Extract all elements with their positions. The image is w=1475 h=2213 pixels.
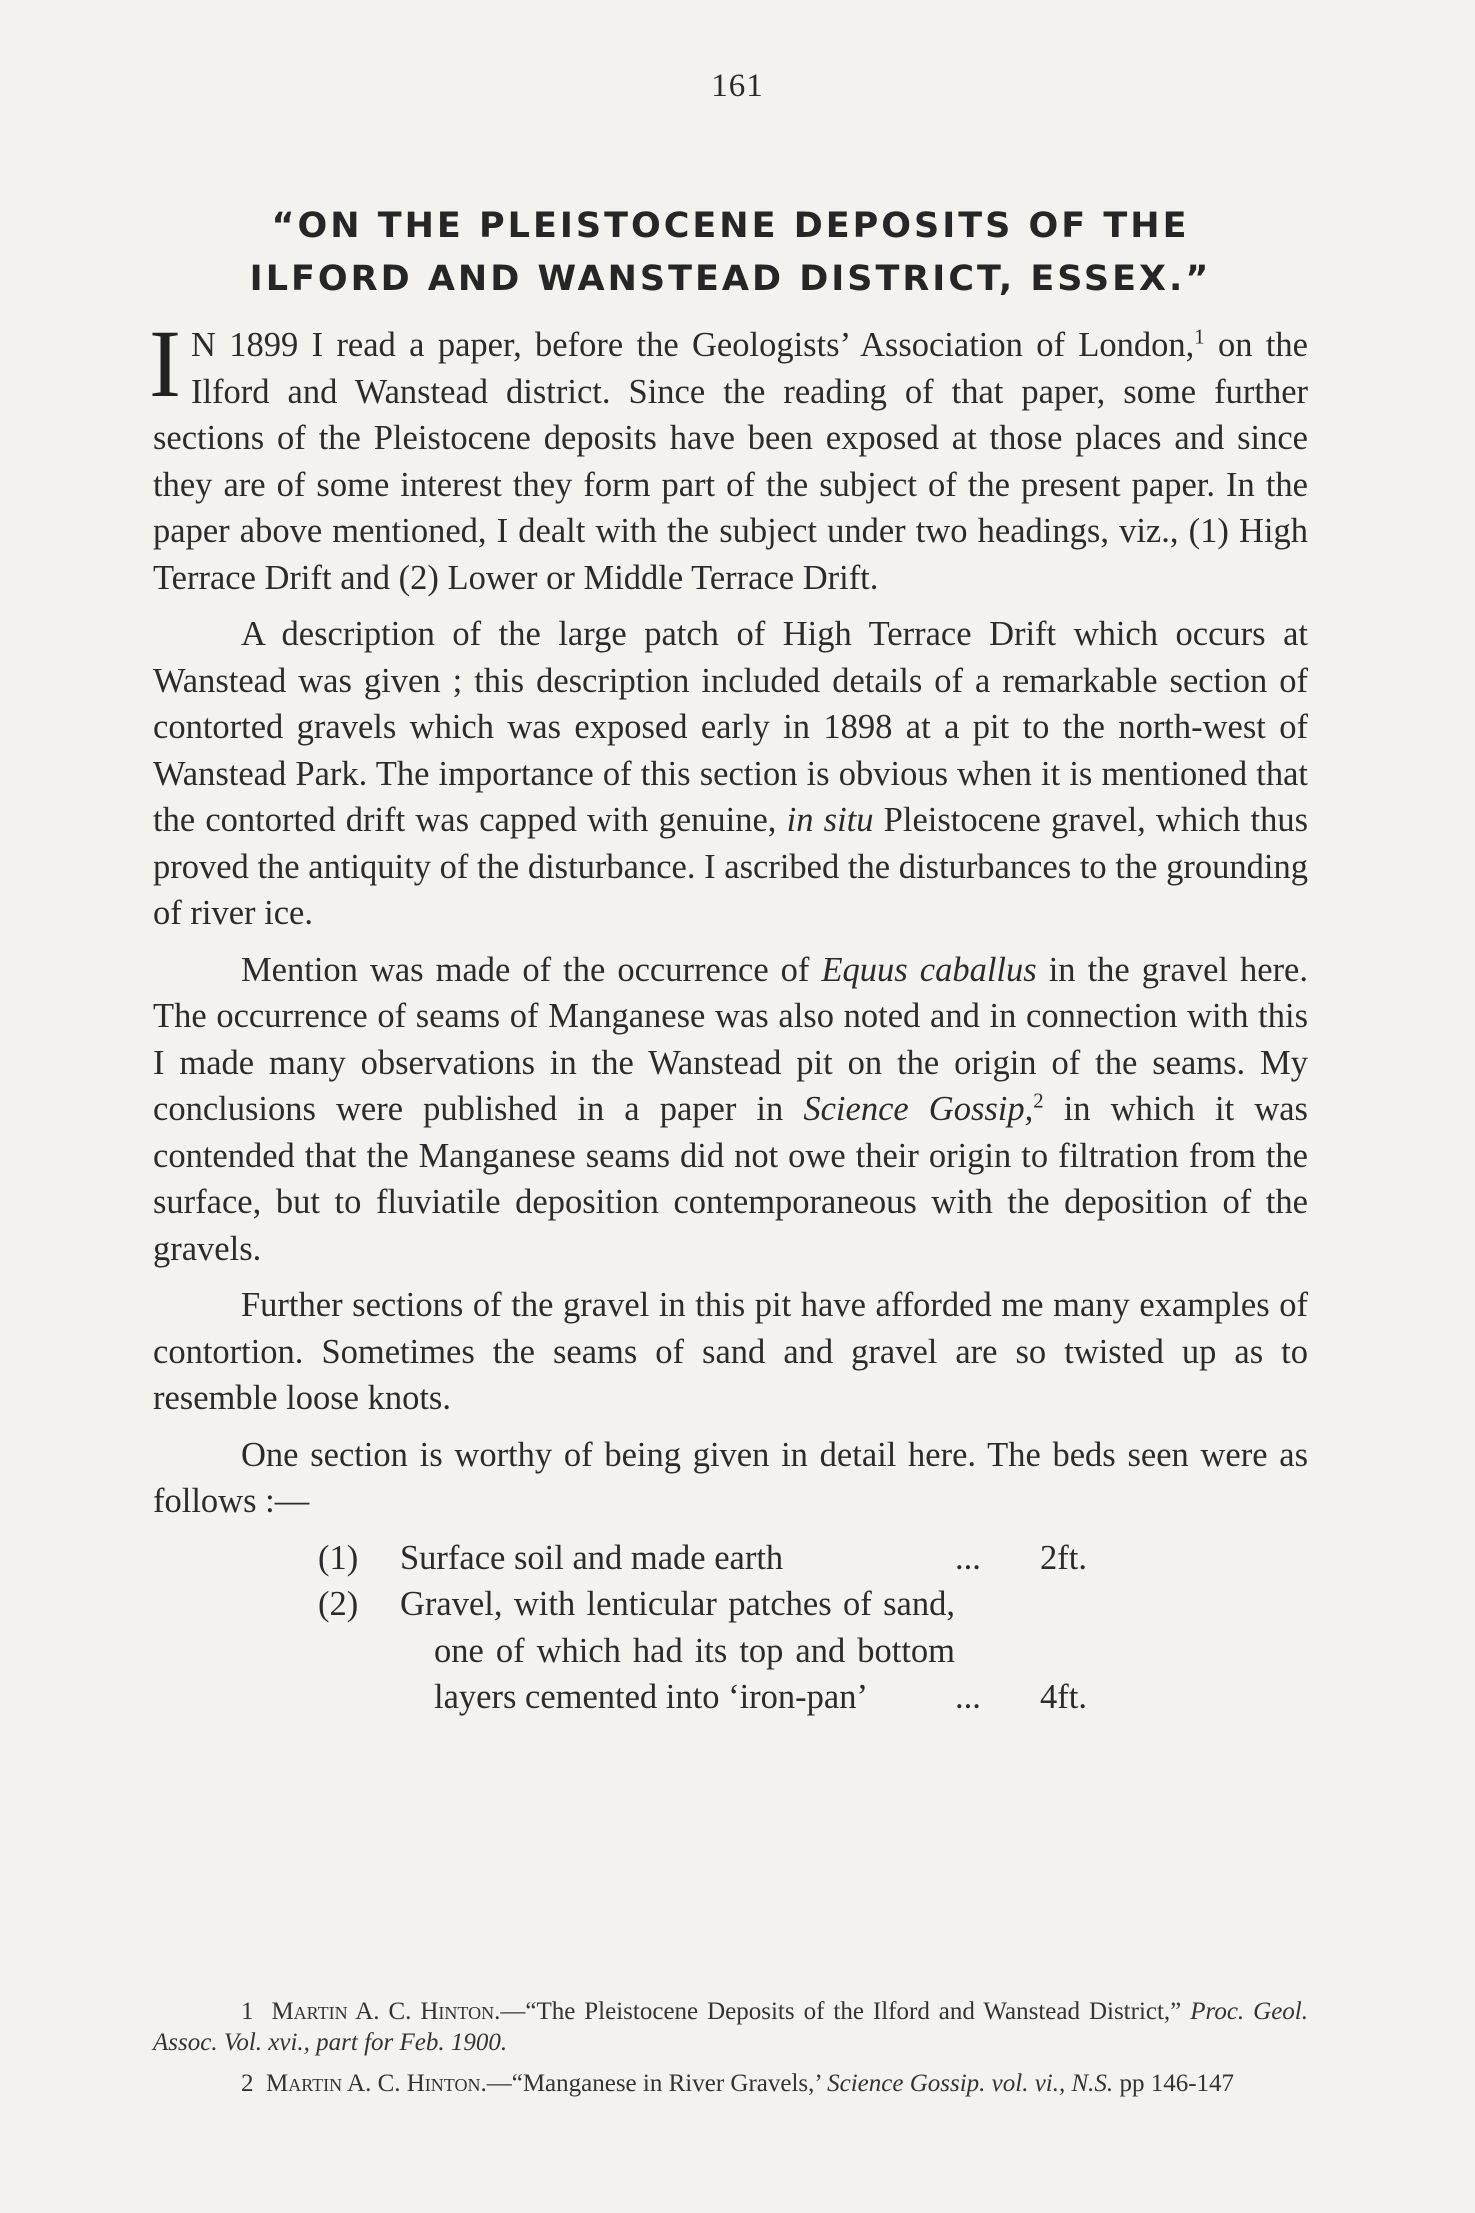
bed-number: (2) [318, 1585, 359, 1623]
footnote-source: Science Gossip. vol. vi., N.S. [827, 2070, 1114, 2097]
paragraph-2-italic: in situ [786, 801, 874, 839]
footnote-ref-1: 1 [1194, 326, 1205, 349]
footnote-source: Proc. Geol. Assoc. Vol. xvi., part for Feb. 1900. [153, 1998, 1309, 2056]
paragraph-1-text-b: on the Ilford and Wanstead district. Since the reading of that paper, some further sections of the Pleistocene deposits have been exposed at those places and since they are of some interest they form part of the subject of the present paper. In the paper above mentioned, I dealt with the subject under two headings, viz., (1) High Terrace Drift and (2) Lower or Middle Terrace Drift. [153, 326, 1308, 597]
article-title [153, 200, 1308, 306]
footnotes [153, 1996, 1308, 2109]
paragraph-2-text-b: Pleistocene gravel, which thus proved the antiquity of the disturbance. I ascribed the disturbances to the grounding of river ice. [153, 801, 1308, 932]
paragraph-5: One section is worthy of being given in detail here. The beds seen were as follows :— [153, 1435, 1308, 1520]
footnote-text: —“The Pleistocene Deposits of the Ilford and Wanstead District,” [500, 1998, 1191, 2025]
paragraph-1 [149, 310, 1308, 601]
paragraph-3-italic-species: Equus caballus [821, 950, 1037, 989]
footnote-1 [153, 1996, 1308, 2058]
paragraph-2 [153, 611, 1308, 937]
bed-number: (1) [318, 1538, 359, 1577]
paragraph-3 [153, 947, 1308, 1273]
footnote-pages: pp 146-147 [1113, 2070, 1235, 2097]
bed-leader-dots: ... [955, 1538, 981, 1577]
footnote-text: —“Manganese in River Gravels,’ [486, 2070, 828, 2097]
bed-description: Surface soil and made earth [400, 1538, 784, 1577]
paragraph-3-text-c: in which it was contended that the Manganese seams did not owe their origin to filtration from the surface, but to fluviatile deposition contemporaneous with the deposition of the gravels. [153, 1090, 1308, 1268]
footnote-2 [153, 2068, 1308, 2099]
paragraph-3-text-b: in the gravel here. The occurrence of seams of Manganese was also noted and in connection with this I made many observations in the Wanstead pit on the origin of the seams. My conclusions were published in a paper in [153, 950, 1308, 1128]
bed-thickness: 4ft. [1040, 1678, 1087, 1716]
bed-leader-dots: ... [955, 1678, 981, 1716]
bed-row [318, 1535, 1130, 1582]
footnote-marker: 1 [241, 1998, 254, 2025]
drop-cap: I [149, 310, 181, 417]
footnote-author: Martin A. C. Hinton. [271, 1998, 501, 2025]
paragraph-2-text-a: A description of the large patch of High Terrace Drift which occurs at Wanstead was given ; this description included details of a remarkable section of contorted gravels which was exposed early in 1898 at a pit to the north-west of Wanstead Park. The importance of this section is obvious when it is mentioned that the contorted drift was capped with genuine, [153, 615, 1308, 839]
title-line-2: ILFORD AND WANSTEAD DISTRICT, ESSEX.” [249, 259, 1212, 299]
bed-row [318, 1581, 1130, 1721]
bed-thickness: 2ft. [1040, 1538, 1087, 1577]
article-body [149, 310, 1308, 1721]
bed-description: Gravel, with lenticular patches of sand, one of which had its top and bottom layers cemented into ‘iron-pan’ [400, 1585, 955, 1716]
paragraph-4: Further sections of the gravel in this pit have afforded me many examples of contortion. Sometimes the seams of sand and gravel are so twisted up as to resemble loose knots. [153, 1286, 1308, 1417]
title-line-1: “ON THE PLEISTOCENE DEPOSITS OF THE [271, 206, 1190, 246]
paragraph-1-text-a: N 1899 I read a paper, before the Geologists’ Association of London, [190, 326, 1195, 364]
footnote-author: Martin A. C. Hinton. [266, 2070, 487, 2097]
footnote-marker: 2 [241, 2070, 254, 2097]
footnote-ref-2: 2 [1033, 1090, 1044, 1113]
paragraph-3-text-a: Mention was made of the occurrence of [241, 950, 822, 989]
page-number: 161 [711, 68, 764, 104]
paragraph-3-italic-journal: Science Gossip, [803, 1090, 1034, 1128]
beds-table [318, 1535, 1130, 1721]
